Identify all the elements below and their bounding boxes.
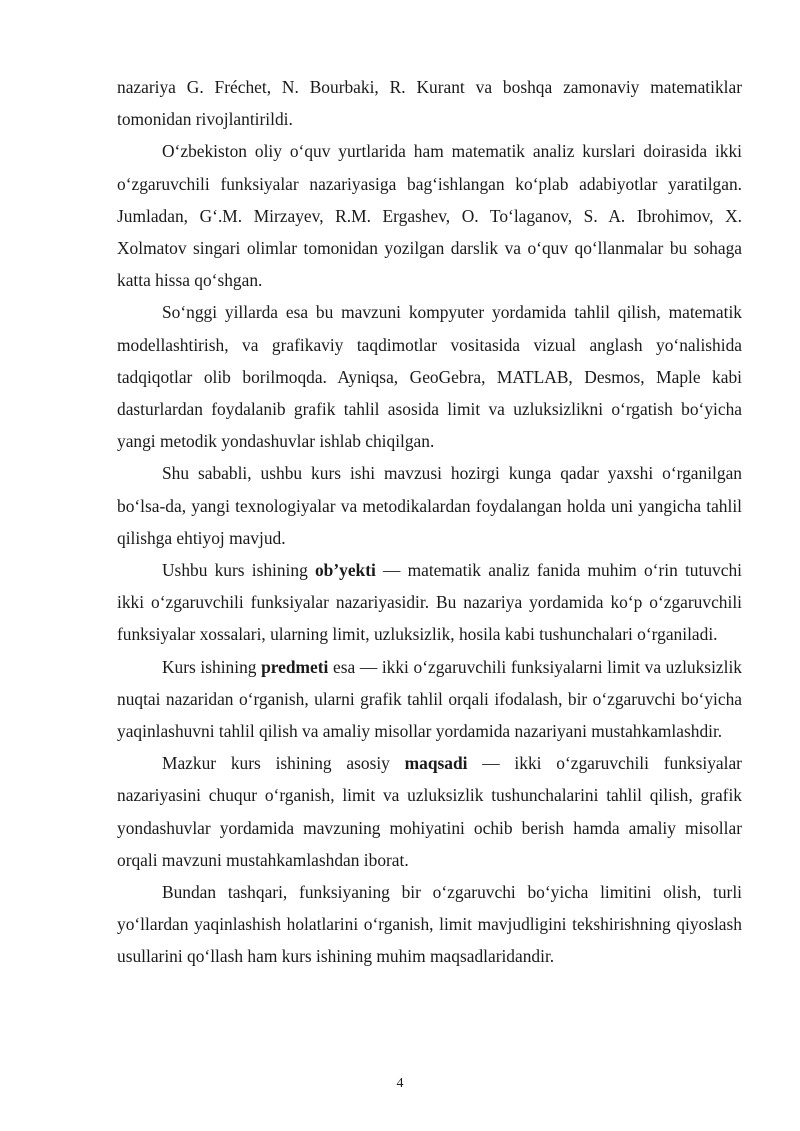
paragraph-text-before: Ushbu kurs ishining: [162, 560, 308, 581]
term-subject: predmeti: [261, 656, 329, 677]
paragraph-subject: [117, 651, 742, 748]
paragraph-text-after: esa — ikki o‘zgaruvchili funksiyalarni limit va uzluksizlik nuqtai nazaridan o‘rganish, ularni grafik tahlil orqali ifodalash, bir o‘zgaruvchi bo‘yicha yaqinlashuvni tahlil qilish va amaliy misollar yordamida nazariyani mustahkamlashdir.: [117, 656, 742, 742]
paragraph-additional-goals: [117, 876, 742, 973]
paragraph-continuation: [117, 71, 742, 135]
paragraph-recent-research: [117, 296, 742, 457]
page-body: [117, 71, 742, 973]
paragraph-text: O‘zbekiston oliy o‘quv yurtlarida ham matematik analiz kurslari doirasida ikki o‘zgaruvchili funksiyalar nazariyasiga bag‘ishlangan ko‘plab adabiyotlar yaratilgan. Jumladan, G‘.M. Mirzayev, R.M. Ergashev, O. To‘laganov, S. A. Ibrohimov, X. Xolmatov singari olimlar tomonidan yozilgan darslik va o‘quv qo‘llanmalar bu sohaga katta hissa qo‘shgan.: [117, 141, 742, 291]
paragraph-text: Bundan tashqari, funksiyaning bir o‘zgaruvchi bo‘yicha limitini olish, turli yo‘llardan yaqinlashish holatlarini o‘rganish, limit mavjudligini tekshirishning qiyoslash usullarini qo‘llash ham kurs ishining muhim maqsadlaridandir.: [117, 882, 742, 967]
paragraph-uzbekistan-literature: [117, 135, 742, 296]
paragraph-text-after: — ikki o‘zgaruvchili funksiyalar nazariyasini chuqur o‘rganish, limit va uzluksizlik tushunchalarini tahlil qilish, grafik yondashuvlar yordamida mavzuning mohiyatini ochib berish hamda amaliy misollar orqali mavzuni mustahkamlashdan iborat.: [117, 753, 742, 870]
term-object: ob’yekti: [314, 560, 376, 581]
paragraph-relevance: [117, 457, 742, 554]
term-goal: maqsadi: [404, 753, 468, 774]
paragraph-goal: [117, 747, 742, 876]
paragraph-text-before: Kurs ishining: [162, 656, 257, 677]
paragraph-text-after: — matematik analiz fanida muhim o‘rin tutuvchi ikki o‘zgaruvchili funksiyalar nazariyasidir. Bu nazariya yordamida ko‘p o‘zgaruvchili funksiyalar xossalari, ularning limit, uzluksizlik, hosila kabi tushunchalari o‘rganiladi.: [117, 560, 742, 645]
paragraph-text-before: Mazkur kurs ishining asosiy: [162, 753, 390, 774]
paragraph-text: nazariya G. Fréchet, N. Bourbaki, R. Kurant va boshqa zamonaviy matematiklar tomonidan rivojlantirildi.: [117, 77, 742, 130]
paragraph-object: [117, 554, 742, 651]
page-number: 4: [396, 1076, 404, 1091]
paragraph-text: Shu sababli, ushbu kurs ishi mavzusi hozirgi kunga qadar yaxshi o‘rganilgan bo‘lsa-da, yangi texnologiyalar va metodikalardan foydalangan holda uni yangicha tahlil qilishga ehtiyoj mavjud.: [117, 463, 742, 548]
paragraph-text: So‘nggi yillarda esa bu mavzuni kompyuter yordamida tahlil qilish, matematik modellashtirish, va grafikaviy taqdimotlar vositasida vizual anglash yo‘nalishida tadqiqotlar olib borilmoqda. Ayniqsa, GeoGebra, MATLAB, Desmos, Maple kabi dasturlardan foydalanib grafik tahlil asosida limit va uzluksizlikni o‘rgatish bo‘yicha yangi metodik yondashuvlar ishlab chiqilgan.: [117, 302, 742, 452]
